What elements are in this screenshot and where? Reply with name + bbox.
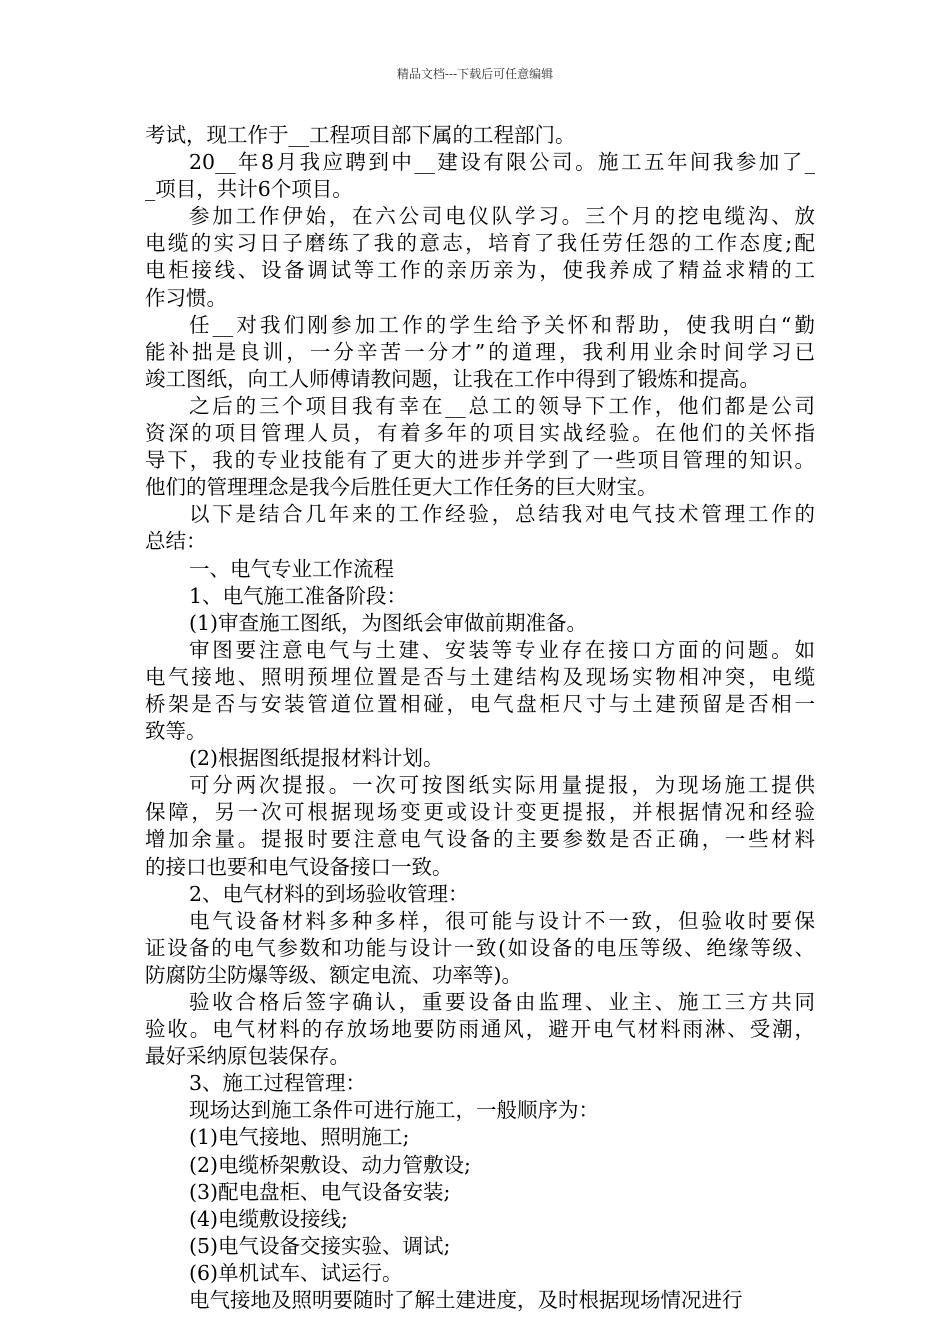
text-line: 1、电气施工准备阶段： (189, 583, 408, 608)
text-line: 可分两次提报。一次可按图纸实际用量提报，为现场施工提供 (189, 773, 815, 798)
text-line: 防腐防尘防爆等级、额定电流、功率等)。 (145, 962, 522, 987)
text-line: _项目，共计6个项目。 (145, 177, 353, 202)
page-header: 精品文档---下载后可任意编辑 (396, 67, 554, 81)
text-line: 一、电气专业工作流程 (189, 556, 394, 581)
text-line: 2、电气材料的到场验收管理： (189, 881, 469, 906)
text-line: 能补拙是良训，一分辛苦一分才”的道理，我利用业余时间学习已 (145, 339, 815, 364)
text-line: 现场达到施工条件可进行施工，一般顺序为： (189, 1098, 599, 1123)
text-line: 证设备的电气参数和功能与设计一致(如设备的电压等级、绝缘等级、 (145, 935, 815, 960)
text-line: 电缆的实习日子磨练了我的意志，培育了我任劳任怨的工作态度;配 (145, 231, 815, 256)
text-line: (2)电缆桥架敷设、动力管敷设; (189, 1152, 471, 1177)
text-line: 桥架是否与安装管道位置相碰，电气盘柜尺寸与土建预留是否相一 (145, 691, 815, 716)
text-line: 电气接地及照明要随时了解土建进度，及时根据现场情况进行 (189, 1288, 743, 1313)
text-line: 任__对我们刚参加工作的学生给予关怀和帮助，使我明白“勤 (189, 312, 815, 337)
text-line: (6)单机试车、试运行。 (189, 1260, 403, 1285)
text-line: 资深的项目管理人员，有着多年的项目实战经验。在他们的关怀指 (145, 421, 815, 446)
text-line: 参加工作伊始，在六公司电仪队学习。三个月的挖电缆沟、放 (189, 204, 815, 229)
text-line: 总结： (145, 529, 207, 554)
text-line: (3)配电盘柜、电气设备安装; (189, 1179, 451, 1204)
text-line: 电气设备材料多种多样，很可能与设计不一致，但验收时要保 (189, 908, 815, 933)
text-line: (5)电气设备交接实验、调试; (189, 1233, 451, 1258)
text-line: (2)根据图纸提报材料计划。 (189, 746, 444, 771)
text-line: 验收。电气材料的存放场地要防雨通风，避开电气材料雨淋、受潮， (145, 1017, 815, 1042)
text-line: 电柜接线、设备调试等工作的亲历亲为，使我养成了精益求精的工 (145, 258, 815, 283)
text-line: 验收合格后签字确认，重要设备由监理、业主、施工三方共同 (189, 990, 815, 1014)
text-line: 以下是结合几年来的工作经验，总结我对电气技术管理工作的 (189, 502, 815, 527)
text-line: 20__年8月我应聘到中__建设有限公司。施工五年间我参加了_ (189, 150, 815, 175)
text-line: 的接口也要和电气设备接口一致。 (145, 854, 453, 879)
text-line: (1)电气接地、照明施工; (189, 1125, 410, 1150)
document-body (145, 122, 815, 1314)
text-line: 最好采纳原包装保存。 (145, 1044, 350, 1069)
text-line: 致等。 (145, 719, 207, 744)
text-line: 保障，另一次可根据现场变更或设计变更提报，并根据情况和经验 (145, 800, 815, 825)
text-line: 导下，我的专业技能有了更大的进步并学到了一些项目管理的知识。 (145, 448, 815, 473)
text-line: 考试，现工作于__工程项目部下属的工程部门。 (145, 123, 576, 147)
text-line: 之后的三个项目我有幸在__总工的领导下工作，他们都是公司 (189, 393, 815, 418)
text-line: (4)电缆敷设接线; (189, 1206, 348, 1231)
text-line: 作习惯。 (145, 285, 227, 310)
text-line: 竣工图纸，向工人师傅请教问题，让我在工作中得到了锻炼和提高。 (145, 366, 760, 391)
text-line: 他们的管理理念是我今后胜任更大工作任务的巨大财宝。 (145, 475, 658, 500)
text-line: 增加余量。提报时要注意电气设备的主要参数是否正确，一些材料 (145, 827, 815, 852)
text-line: 3、施工过程管理： (189, 1071, 367, 1096)
text-line: (1)审查施工图纸，为图纸会审做前期准备。 (189, 610, 588, 635)
text-line: 审图要注意电气与土建、安装等专业存在接口方面的问题。如 (189, 637, 815, 662)
text-line: 电气接地、照明预埋位置是否与土建结构及现场实物相冲突，电缆 (145, 664, 815, 689)
